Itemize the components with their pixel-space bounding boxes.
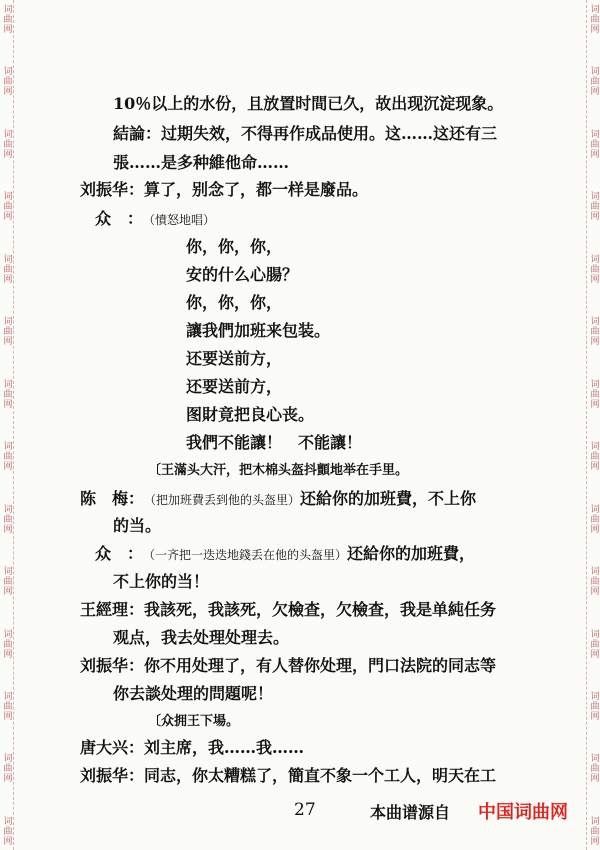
speaker-name: 刘振华： bbox=[80, 180, 145, 199]
dialogue-line bbox=[80, 180, 368, 200]
dialogue-line bbox=[80, 738, 304, 758]
side-watermark: 词曲网 bbox=[1, 815, 12, 846]
dialogue-text: 刘主席，我……我…… bbox=[144, 738, 305, 757]
dialogue-line bbox=[95, 544, 475, 565]
side-watermark: 词曲网 bbox=[1, 441, 12, 472]
page-number: 27 bbox=[294, 800, 316, 820]
side-watermark: 词曲网 bbox=[588, 628, 599, 659]
speaker-name: 众 ： bbox=[95, 209, 144, 228]
lyric-line: 你，你，你， bbox=[186, 293, 283, 312]
side-watermark: 词曲网 bbox=[1, 753, 12, 784]
stage-direction: （把加班費丢到他的头盔里） bbox=[144, 493, 301, 507]
stage-direction: （一齐把一迭迭地錢丢在他的头盔里） bbox=[143, 548, 348, 562]
side-watermark: 词曲网 bbox=[1, 566, 12, 597]
lyric-line: 还要送前方， bbox=[186, 349, 283, 368]
side-watermark: 词曲网 bbox=[588, 566, 599, 597]
side-watermark: 词曲网 bbox=[1, 316, 12, 347]
dialogue-line bbox=[80, 766, 496, 786]
dialogue-text: 还給你的加班費，不上你 bbox=[300, 489, 477, 508]
text-line: 观点，我去处理处理去。 bbox=[113, 628, 290, 647]
side-watermark: 词曲网 bbox=[588, 191, 599, 222]
side-watermark: 词曲网 bbox=[1, 503, 12, 534]
side-watermark: 词曲网 bbox=[1, 253, 12, 284]
dialogue-text: 我該死，我該死，欠檢查，欠檢查，我是单純任务 bbox=[144, 600, 497, 619]
stage-direction: 〔王滿头大汗，把木棉头盔抖顫地举在手里。 bbox=[148, 463, 409, 478]
side-watermark: 词曲网 bbox=[588, 66, 599, 97]
side-watermark: 词曲网 bbox=[588, 503, 599, 534]
side-watermark: 词曲网 bbox=[1, 4, 12, 34]
dialogue-text: 你不用处理了，有人替你处理，門口法院的同志等 bbox=[144, 656, 497, 675]
text-line: 的当。 bbox=[113, 516, 162, 535]
speaker-name: 王經理： bbox=[80, 600, 145, 619]
side-watermark: 词曲网 bbox=[1, 191, 12, 222]
text-line: 不上你的当！ bbox=[113, 572, 210, 591]
side-watermark: 词曲网 bbox=[588, 4, 599, 34]
text-line: 張……是多种維他命…… bbox=[113, 153, 290, 172]
side-watermark: 词曲网 bbox=[1, 66, 12, 97]
source-label: 本曲谱源自 bbox=[370, 803, 451, 822]
side-watermark: 词曲网 bbox=[1, 690, 12, 721]
dialogue-text: 算了，别念了，都一样是廢品。 bbox=[144, 180, 369, 199]
side-watermark: 词曲网 bbox=[588, 128, 599, 159]
speaker-name: 唐大兴： bbox=[80, 738, 145, 757]
lyric-line: 讓我們加班来包装。 bbox=[186, 321, 331, 340]
side-watermark: 词曲网 bbox=[588, 690, 599, 721]
dialogue-text: 同志，你太糟糕了，簡直不象一个工人，明天在工 bbox=[144, 766, 497, 785]
brand-link[interactable]: 中国词曲网 bbox=[478, 802, 568, 823]
side-watermark: 词曲网 bbox=[588, 378, 599, 409]
lyric-line: 图財竟把良心丧。 bbox=[186, 405, 315, 424]
side-watermark: 词曲网 bbox=[588, 815, 599, 846]
side-watermark: 词曲网 bbox=[588, 316, 599, 347]
lyric-line: 我們不能讓！ 不能讓！ bbox=[186, 433, 363, 452]
side-watermark: 词曲网 bbox=[588, 441, 599, 472]
lyric-line: 还要送前方， bbox=[186, 377, 283, 396]
dialogue-line bbox=[80, 600, 496, 620]
lyric-line: 安的什么心腸？ bbox=[186, 265, 299, 284]
speaker-name: 刘振华： bbox=[80, 656, 145, 675]
speaker-name: 刘振华： bbox=[80, 766, 145, 785]
dialogue-text: 还給你的加班費， bbox=[347, 544, 476, 563]
dialogue-line bbox=[80, 489, 476, 510]
text-line: 10％以上的水份，且放置时間已久，故出现沉淀现象。 bbox=[113, 94, 504, 113]
speaker-name: 陈 梅： bbox=[80, 489, 145, 508]
side-watermark: 词曲网 bbox=[1, 628, 12, 659]
stage-direction: （憤怒地唱） bbox=[143, 213, 216, 227]
text-line: 結論：过期失效，不得再作成品使用。这……这还有三 bbox=[113, 124, 498, 143]
speaker-name: 众 ： bbox=[95, 544, 144, 563]
text-line: 你去談处理的問題呢！ bbox=[113, 684, 274, 703]
side-watermark: 词曲网 bbox=[588, 253, 599, 284]
dialogue-line bbox=[95, 209, 215, 230]
side-watermark: 词曲网 bbox=[1, 128, 12, 159]
stage-direction: 〔众拥王下場。 bbox=[148, 714, 240, 729]
side-watermark: 词曲网 bbox=[1, 378, 12, 409]
side-watermark: 词曲网 bbox=[588, 753, 599, 784]
lyric-line: 你，你，你， bbox=[186, 237, 283, 256]
dialogue-line bbox=[80, 656, 496, 676]
